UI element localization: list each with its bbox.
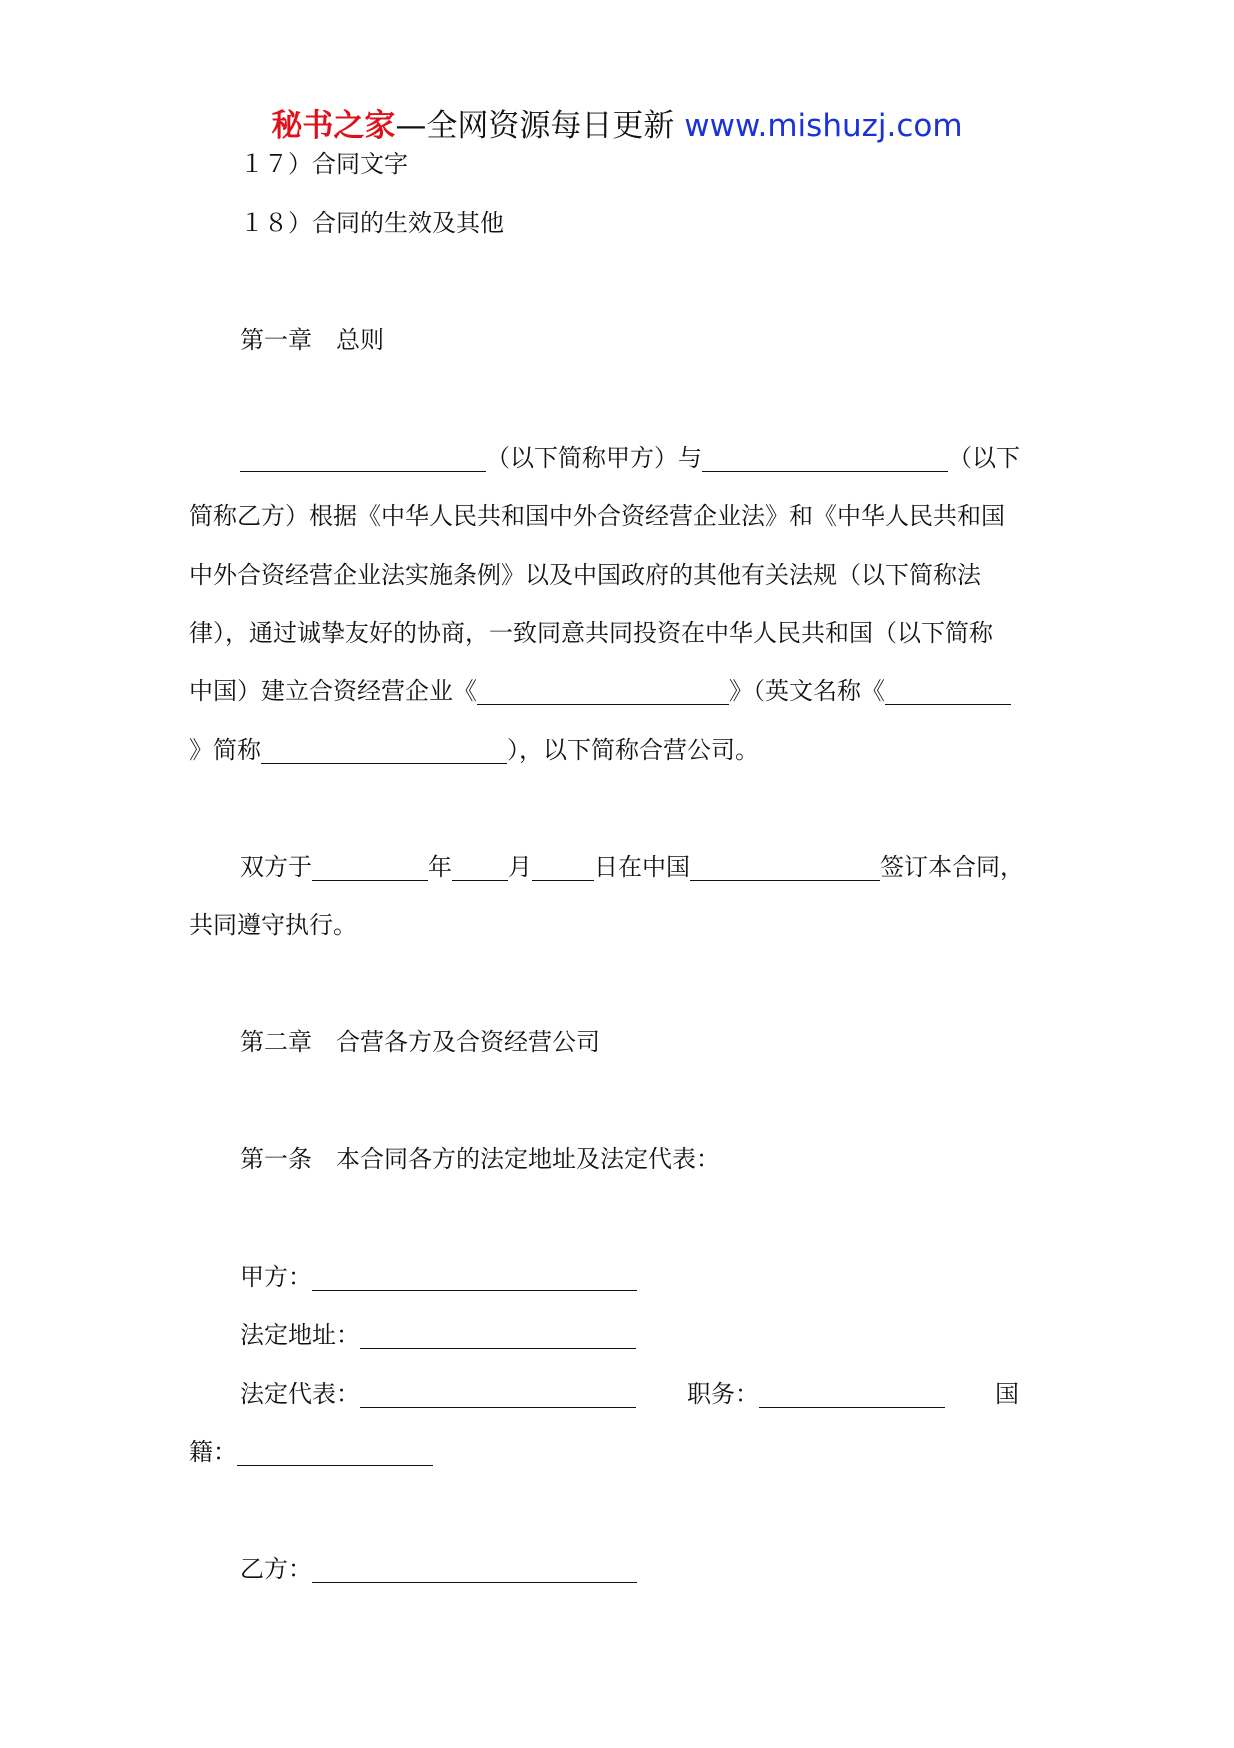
party-a-title-label: 职务：	[687, 1380, 759, 1408]
party-a-address-blank	[360, 1320, 636, 1349]
party-a-nationality-blank	[237, 1437, 433, 1466]
sign-month-blank	[452, 852, 508, 881]
signing-text-a: 双方于	[240, 853, 312, 881]
signing-line-2: 共同遵守执行。	[189, 911, 357, 939]
intro-line-1	[240, 440, 1020, 476]
party-b-label: 乙方：	[240, 1555, 312, 1583]
chapter-2-heading: 第二章 合营各方及合资经营公司	[240, 1028, 600, 1056]
signing-year-label: 年	[428, 853, 452, 881]
party-a-line	[240, 1259, 637, 1295]
party-a-blank	[312, 1262, 637, 1291]
intro-text-2: （以下	[948, 444, 1020, 472]
intro-text-1: （以下简称甲方）与	[486, 444, 702, 472]
intro-line-6	[189, 732, 759, 768]
party-b-line	[240, 1551, 637, 1587]
intro-line-4: 律），通过诚挚友好的协商，一致同意共同投资在中华人民共和国（以下简称	[189, 619, 993, 647]
intro-line-3: 中外合资经营企业法实施条例》以及中国政府的其他有关法规（以下简称法	[189, 561, 981, 589]
banner-tagline: —全网资源每日更新	[395, 108, 685, 144]
party-a-label: 甲方：	[240, 1263, 312, 1291]
intro-text-6b: ），以下简称合营公司。	[507, 736, 759, 764]
toc-item-17: １７）合同文字	[240, 150, 408, 178]
party-a-nationality-label-2: 籍：	[189, 1438, 237, 1466]
sign-year-blank	[312, 852, 428, 881]
signing-text-b: 签订本合同，	[880, 853, 1024, 881]
party-a-rep-line	[240, 1376, 1019, 1412]
sign-day-blank	[532, 852, 594, 881]
party-a-nationality-label-1: 国	[995, 1380, 1019, 1408]
jv-name-blank	[477, 676, 729, 705]
intro-line-2: 简称乙方）根据《中华人民共和国中外合资经营企业法》和《中华人民共和国	[189, 502, 1005, 530]
banner-brand: 秘书之家	[271, 108, 396, 144]
banner-url[interactable]: www.mishuzj.com	[684, 108, 963, 144]
party-a-rep-blank	[360, 1379, 636, 1408]
party-a-address-line	[240, 1317, 636, 1353]
party-a-address-label: 法定地址：	[240, 1321, 360, 1349]
party-b-blank	[312, 1554, 637, 1583]
intro-text-5b: 》（英文名称《	[729, 677, 885, 705]
party-a-title-blank	[759, 1379, 945, 1408]
english-name-blank	[885, 676, 1011, 705]
toc-item-18: １８）合同的生效及其他	[240, 209, 504, 237]
short-name-blank	[261, 735, 507, 764]
party-a-nationality-line	[189, 1434, 433, 1470]
signing-line-1	[240, 849, 1024, 885]
intro-line-5	[189, 673, 1011, 709]
intro-text-6a: 》简称	[189, 736, 261, 764]
party-a-name-blank	[240, 443, 486, 472]
site-banner	[0, 98, 1234, 154]
article-1: 第一条 本合同各方的法定地址及法定代表：	[240, 1145, 720, 1173]
signing-day-label: 日在中国	[594, 853, 690, 881]
party-a-rep-label: 法定代表：	[240, 1380, 360, 1408]
signing-month-label: 月	[508, 853, 532, 881]
intro-text-5a: 中国）建立合资经营企业《	[189, 677, 477, 705]
sign-place-blank	[690, 852, 880, 881]
party-b-name-blank	[702, 443, 948, 472]
chapter-1-heading: 第一章 总则	[240, 326, 384, 354]
